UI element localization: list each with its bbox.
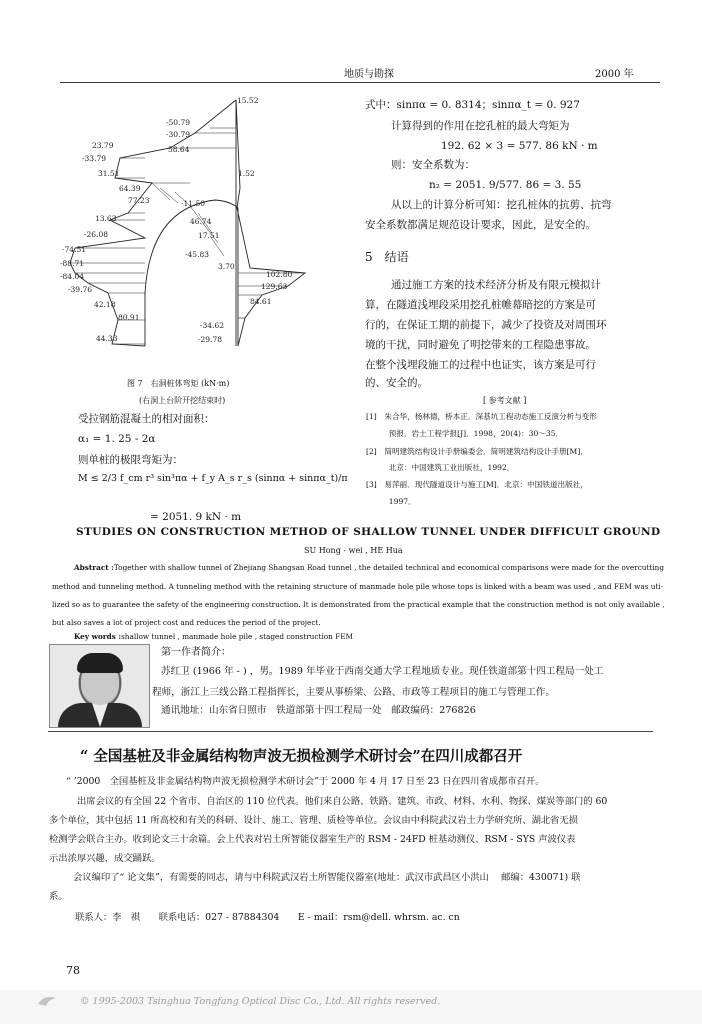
- moment-label: 3.70: [218, 262, 235, 271]
- conclusion-line: 行的，在保证工期的前提下，减少了投资及对周围环: [365, 319, 607, 331]
- moment-formula: M ≤ 2/3 f_cm r³ sin³πα + f_y A_s r_s (sinπα + sinπα_t)/π: [78, 473, 348, 484]
- moment-label: -30.79: [166, 130, 191, 139]
- moment-label: 80.91: [118, 313, 140, 322]
- header-year: 2000 年: [595, 69, 634, 80]
- reference-line: [3] 易萍丽．现代隧道设计与施工[M]．北京：中国铁道出版社，: [366, 480, 588, 489]
- right-text-line: 则：安全系数为：: [391, 159, 475, 171]
- references-title: [ 参考文献 ]: [483, 396, 527, 405]
- moment-label: 1.52: [238, 169, 255, 178]
- section-divider: [48, 731, 653, 732]
- news-paragraph: 检测学会联合主办。收到论文三十余篇。会上代表对岩土所智能仪器室生产的 RSM - 24FD 桩基动测仪、RSM - SYS 声波仪表: [49, 834, 576, 845]
- header-rule: [60, 82, 660, 83]
- reference-line: 北京：中国建筑工业出版社，1992．: [366, 463, 515, 472]
- keywords: shallow tunnel , manmade hole pile , staged construction FEM: [121, 632, 354, 641]
- moment-label: 13.63: [95, 214, 117, 223]
- bio-line: 苏红卫 (1966 年 - ) ，男。1989 年毕业于西南交通大学工程地质专业。现任铁道部第十四工程局一处工: [161, 666, 604, 677]
- left-text-line: α₁ = 1. 25 - 2α: [78, 433, 156, 445]
- left-text-line: 受拉钢筋混凝土的相对面积：: [78, 413, 215, 425]
- right-text-line: 计算得到的作用在挖孔桩的最大弯矩为: [391, 120, 570, 132]
- news-title: “ 全国基桩及非金属结构物声波无损检测学术研讨会”在四川成都召开: [80, 748, 523, 765]
- english-authors: SU Hong - wei , HE Hua: [304, 546, 403, 555]
- figure-caption: 图 7 右洞桩体弯矩 (kN·m): [127, 379, 230, 388]
- section-heading: 5 结语: [365, 250, 409, 264]
- moment-label: 15.52: [237, 96, 259, 105]
- news-paragraph: “ ’2000 全国基桩及非金属结构物声波无损检测学术研讨会”于 2000 年 4 月 17 日至 23 日在四川省成都市召开。: [66, 776, 545, 787]
- bio-heading: 第一作者简介：: [161, 647, 231, 658]
- conclusion-line: 通过施工方案的技术经济分析及有限元模拟计: [391, 279, 601, 291]
- moment-label: 31.51: [98, 169, 120, 178]
- moment-label: -29.78: [198, 335, 223, 344]
- moment-label: 46.74: [190, 217, 212, 226]
- moment-label: -11.50: [181, 199, 206, 208]
- moment-label: 77.23: [128, 196, 150, 205]
- right-text-line: n₂ = 2051. 9/577. 86 = 3. 55: [429, 179, 582, 191]
- copyright: © 1995-2003 Tsinghua Tongfang Optical Disc Co., Ltd. All rights reserved.: [80, 996, 441, 1007]
- news-paragraph: 示出浓厚兴趣，成交踊跃。: [49, 853, 161, 864]
- moment-label: -50.79: [166, 118, 191, 127]
- moment-label: -84.04: [60, 272, 85, 281]
- news-contact: 联系人：李 祺 联系电话：027 - 87884304 E - mail：rsm@dell. whrsm. ac. cn: [75, 912, 460, 923]
- moment-label: -74.51: [62, 245, 87, 254]
- page-number: 78: [66, 964, 80, 977]
- keywords-label: Key words :: [74, 632, 122, 641]
- right-text-line: 安全系数都满足规范设计要求，因此，是安全的。: [365, 219, 596, 231]
- moment-label: -45.83: [185, 250, 210, 259]
- moment-label: 23.79: [92, 141, 114, 150]
- abstract-label: Abstract :: [74, 563, 114, 572]
- bio-line: 通讯地址：山东省日照市 铁道部第十四工程局一处 邮政编码：276826: [161, 705, 476, 716]
- moment-label: 102.80: [266, 270, 293, 279]
- bio-line: 程师，浙江上三线公路工程指挥长，主要从事桥梁、公路、市政等工程项目的施工与管理工作。: [152, 687, 555, 698]
- moment-label: 64.39: [119, 184, 141, 193]
- news-paragraph: 出席会议的有全国 22 个省市、自治区的 110 位代表。他们来自公路、铁路、建筑、市政、材料、水利、物探、煤炭等部门的 60: [77, 796, 608, 807]
- conclusion-line: 的、安全的。: [365, 377, 428, 389]
- right-text-line: 式中：sinπα = 0. 8314；sinπα_t = 0. 927: [365, 99, 580, 111]
- right-text-line: 192. 62 × 3 = 577. 86 kN · m: [441, 140, 598, 152]
- left-text-line: 则单桩的极限弯矩为：: [78, 454, 183, 466]
- moment-label: 84.61: [250, 297, 272, 306]
- conclusion-line: 境的干扰，同时避免了明挖带来的工程隐患事故。: [365, 339, 596, 351]
- author-photo: [49, 644, 150, 728]
- formula-result: = 2051. 9 kN · m: [150, 511, 242, 523]
- moment-label: -33.79: [82, 154, 107, 163]
- news-paragraph: 系。: [49, 891, 68, 902]
- publisher-logo: [36, 994, 58, 1008]
- moment-label: 17.51: [198, 231, 220, 240]
- reference-line: 1997．: [366, 497, 416, 506]
- moment-label: 58.64: [168, 145, 190, 154]
- abstract-line: method and tunneling method. A tunneling method with the retaining structure of manmade hole pile whose tops is linked with a beam was used , and FEM was uti-: [52, 582, 664, 591]
- conclusion-line: 在整个浅埋段施工的过程中也证实，该方案是可行: [365, 359, 596, 371]
- moment-label: 129.63: [261, 282, 288, 291]
- reference-line: [1] 朱合华，杨林德，桥本正．深基坑工程动态施工反演分析与变形: [366, 412, 597, 421]
- journal-name: 地质与勘探: [344, 69, 394, 80]
- moment-label: -26.08: [84, 230, 109, 239]
- moment-label: 42.18: [94, 300, 116, 309]
- moment-label: -88.71: [60, 259, 85, 268]
- moment-label: 44.33: [96, 334, 118, 343]
- reference-line: 预报．岩土工程学报[J]．1998，20(4)：30～35．: [366, 429, 564, 438]
- figure-subcaption: (右洞上台阶开挖结束时): [139, 396, 226, 405]
- english-title: STUDIES ON CONSTRUCTION METHOD OF SHALLOW TUNNEL UNDER DIFFICULT GROUND: [76, 526, 661, 538]
- news-paragraph: 会议编印了“ 论文集”，有需要的同志，请与中科院武汉岩土所智能仪器室(地址：武汉市武昌区小洪山 邮编：430071) 联: [73, 872, 581, 883]
- moment-label: -34.62: [200, 321, 225, 330]
- conclusion-line: 算，在隧道浅埋段采用挖孔桩帷幕暗挖的方案是可: [365, 299, 596, 311]
- abstract-line: Together with shallow tunnel of Zhejiang Shangsan Road tunnel , the detailed technical and economical comparisons were made for the overcutting: [113, 563, 665, 572]
- abstract-line: but also saves a lot of project cost and reduces the period of the project.: [52, 618, 321, 627]
- news-paragraph: 多个单位，其中包括 11 所高校和有关的科研、设计、施工、管理、质检等单位。会议由中科院武汉岩土力学研究所、湖北省无损: [49, 815, 579, 826]
- reference-line: [2] 简明建筑结构设计手册编委会．简明建筑结构设计手册[M]．: [366, 447, 588, 456]
- moment-label: -39.76: [68, 285, 93, 294]
- right-text-line: 从以上的计算分析可知：挖孔桩体的抗剪、抗弯: [391, 199, 612, 211]
- abstract-line: lized so as to guarantee the safety of the engineering construction. It is demonstrated from the practical example that the construction method is not only available ,: [52, 600, 665, 609]
